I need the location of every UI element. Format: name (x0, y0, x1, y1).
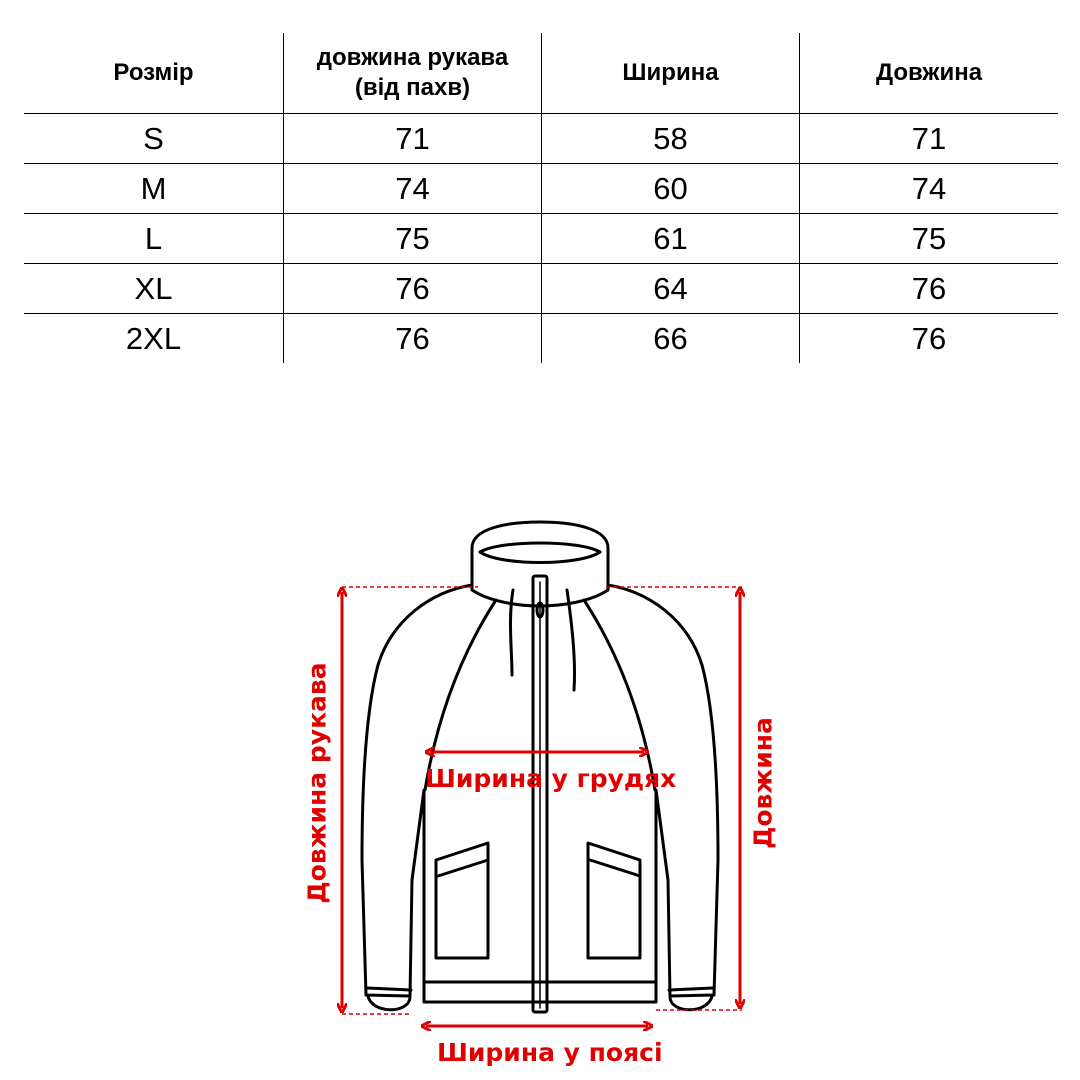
cell-size: XL (24, 264, 284, 313)
cell-sleeve: 76 (284, 264, 542, 313)
length-label: Довжина (748, 717, 778, 849)
collar-inner (480, 543, 600, 552)
table-row (24, 264, 1058, 314)
cell-length: 71 (911, 120, 947, 156)
raglan-seam-left (425, 600, 496, 790)
size-table (24, 33, 1058, 363)
header-sleeve-line2: (від пахв) (354, 74, 471, 101)
raglan-seam-right (584, 600, 655, 790)
cell-size: 2XL (24, 314, 284, 363)
table-row (24, 314, 1058, 363)
sleeve-length-label: Довжина рукава (302, 662, 332, 904)
header-length: Довжина (875, 59, 983, 86)
zipper-pull (537, 603, 543, 617)
pocket-right (588, 843, 640, 958)
cell-width: 64 (542, 264, 800, 313)
waist-width-label: Ширина у поясі (437, 1038, 663, 1067)
cell-width: 61 (542, 214, 800, 263)
cell-size: L (24, 214, 284, 263)
jacket-body (362, 585, 718, 1002)
cell-size: M (24, 164, 284, 213)
cell-length: 75 (911, 220, 947, 256)
header-size: Розмір (24, 33, 284, 113)
cell-width: 58 (542, 114, 800, 163)
cell-length: 74 (911, 170, 947, 206)
header-width: Ширина (542, 33, 800, 113)
cell-width: 60 (542, 164, 800, 213)
cell-length: 76 (911, 320, 947, 356)
cell-sleeve: 76 (284, 314, 542, 363)
chest-width-label: Ширина у грудях (425, 764, 677, 793)
header-sleeve-line1: довжина рукава (316, 44, 509, 71)
cell-width: 66 (542, 314, 800, 363)
pocket-left (436, 843, 488, 958)
measurement-guides (342, 587, 742, 1026)
cell-size: S (24, 114, 284, 163)
header-sleeve-length (284, 33, 542, 113)
cell-length: 76 (911, 270, 947, 306)
drawstring-left (510, 590, 513, 675)
cuff-left (367, 988, 411, 1010)
cell-sleeve: 74 (284, 164, 542, 213)
cell-sleeve: 75 (284, 214, 542, 263)
table-row (24, 114, 1058, 164)
cell-sleeve: 71 (284, 114, 542, 163)
table-header-row (24, 33, 1058, 114)
table-row (24, 214, 1058, 264)
collar (472, 522, 608, 606)
zipper (533, 576, 547, 1012)
table-row (24, 164, 1058, 214)
cuff-right (669, 988, 713, 1010)
drawstring-right (567, 590, 575, 690)
